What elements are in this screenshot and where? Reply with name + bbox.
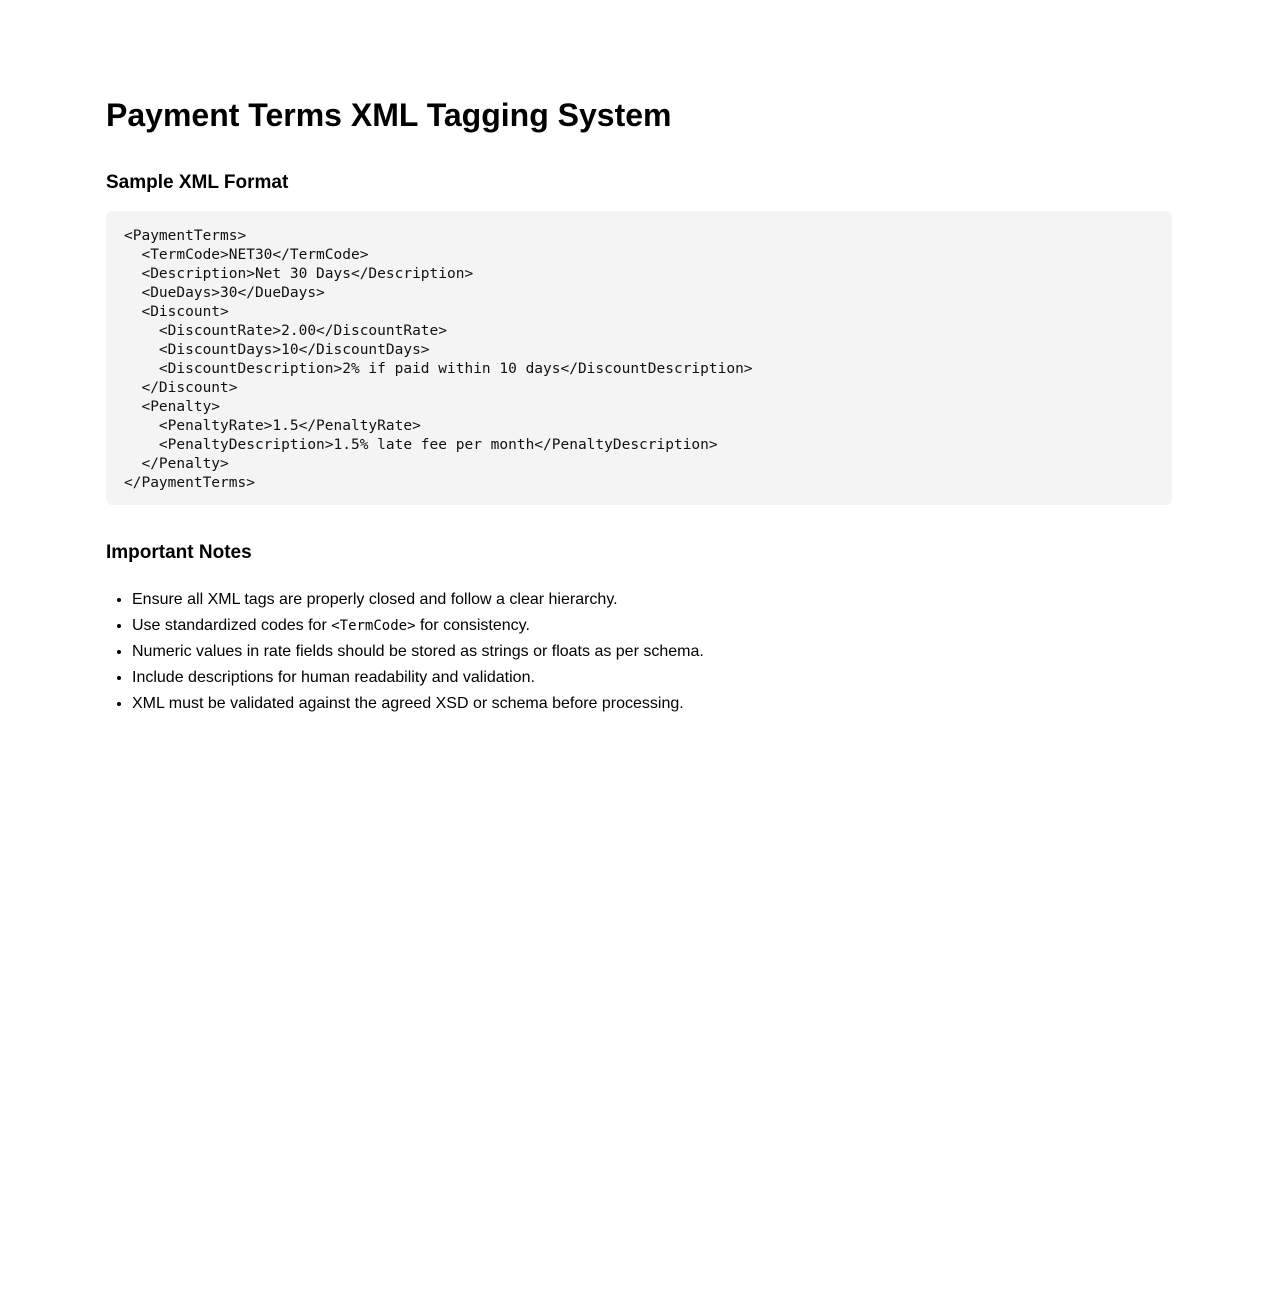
note-text-before: Use standardized codes for <box>132 617 332 634</box>
note-text: Include descriptions for human readability and validation. <box>132 669 535 686</box>
note-text-after: for consistency. <box>415 617 530 634</box>
xml-code-block <box>106 211 1172 505</box>
list-item <box>132 667 704 689</box>
sample-xml-heading: Sample XML Format <box>106 172 289 193</box>
list-item <box>132 641 704 663</box>
list-item <box>132 693 704 715</box>
note-text: XML must be validated against the agreed XSD or schema before processing. <box>132 695 684 712</box>
notes-list <box>106 589 704 719</box>
note-text: Ensure all XML tags are properly closed and follow a clear hierarchy. <box>132 591 618 608</box>
list-item <box>132 615 704 637</box>
xml-code: <PaymentTerms> <TermCode>NET30</TermCode> <Description>Net 30 Days</Description> <DueDays>30</DueDays> <Discount> <DiscountRate>2.00</DiscountRate> <DiscountDays>10</DiscountDays> <DiscountDescription>2% if paid within 10 days</DiscountDescription> </Discount> <Penalty> <PenaltyRate>1.5</PenaltyRate> <PenaltyDescription>1.5% late fee per month</PenaltyDescription> </Penalty> </PaymentTerms> <box>124 228 753 491</box>
list-item <box>132 589 704 611</box>
page-title: Payment Terms XML Tagging System <box>106 97 672 133</box>
important-notes-heading: Important Notes <box>106 542 252 563</box>
inline-code-termcode: <TermCode> <box>331 618 416 634</box>
note-text: Numeric values in rate fields should be stored as strings or floats as per schema. <box>132 643 704 660</box>
